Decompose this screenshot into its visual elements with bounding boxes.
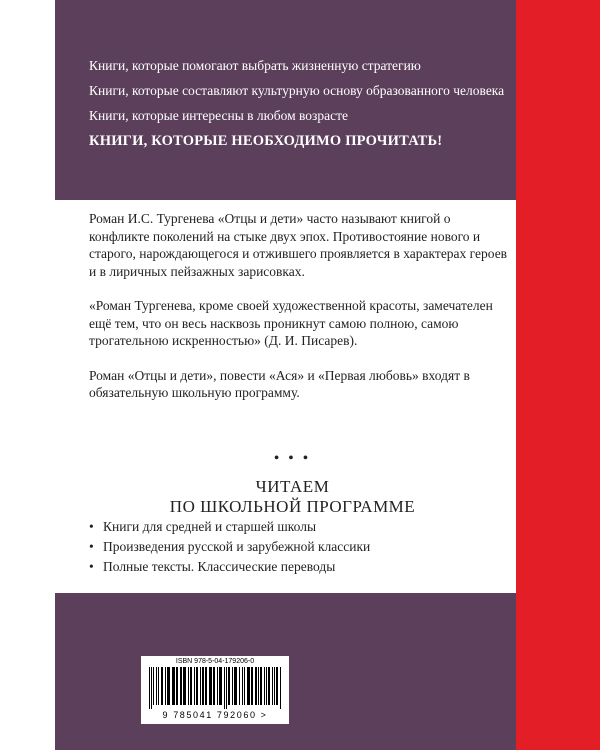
barcode-bar bbox=[276, 667, 278, 705]
barcode-bar bbox=[213, 667, 215, 705]
barcode-bar bbox=[260, 667, 262, 705]
series-heading-line-2: ПО ШКОЛЬНОЙ ПРОГРАММЕ bbox=[169, 497, 416, 516]
barcode-panel bbox=[141, 656, 289, 724]
barcode-bar bbox=[264, 667, 265, 705]
barcode-bar bbox=[268, 667, 270, 705]
barcode-bar bbox=[272, 667, 273, 705]
bullet-icon: • bbox=[89, 559, 94, 574]
barcode-bar bbox=[232, 667, 233, 705]
series-slogan: КНИГИ, КОТОРЫЕ НЕОБХОДИМО ПРОЧИТАТЬ! bbox=[89, 133, 443, 149]
barcode-bar bbox=[242, 667, 243, 705]
bullet-icon: • bbox=[89, 519, 94, 534]
isbn-label: ISBN 978-5-04-179206-0 bbox=[175, 658, 255, 665]
description-paragraph-3: Роман «Отцы и дети», повести «Ася» и «Первая любовь» входят в обязательную школьную программу. bbox=[89, 367, 470, 400]
barcode-bar bbox=[247, 667, 250, 705]
barcode-bar bbox=[153, 667, 154, 705]
series-heading-line-1: ЧИТАЕМ bbox=[255, 477, 330, 496]
feature-text: Полные тексты. Классические переводы bbox=[103, 559, 336, 574]
barcode-bar bbox=[196, 667, 198, 705]
book-back-cover bbox=[55, 0, 530, 750]
ean-digits: 9 785041 792060 > bbox=[162, 710, 268, 720]
barcode-bar bbox=[158, 667, 159, 705]
bottom-color-band bbox=[55, 593, 530, 750]
barcode-bar bbox=[190, 667, 192, 705]
feature-text: Произведения русской и зарубежной классики bbox=[103, 539, 371, 554]
barcode-bar bbox=[176, 667, 178, 705]
barcode-bar bbox=[172, 667, 175, 705]
barcode-bar bbox=[183, 667, 186, 705]
barcode-bar bbox=[219, 667, 222, 705]
barcode-bar bbox=[188, 667, 189, 705]
top-color-band bbox=[55, 0, 530, 200]
barcode-bar bbox=[149, 667, 150, 709]
series-heading bbox=[55, 477, 530, 517]
series-taglines bbox=[89, 58, 509, 158]
barcode-bar bbox=[156, 667, 157, 705]
barcode-bar bbox=[274, 667, 275, 705]
barcode-bar bbox=[224, 667, 225, 709]
feature-item bbox=[89, 518, 509, 536]
feature-item bbox=[89, 558, 509, 576]
barcode-bar bbox=[228, 667, 230, 705]
barcode-bar bbox=[202, 667, 204, 705]
red-spine-strip bbox=[516, 0, 600, 750]
barcode-bar bbox=[266, 667, 267, 705]
barcode-bar bbox=[234, 667, 237, 705]
description-paragraph-1: Роман И.С. Тургенева «Отцы и дети» часто называют книгой о конфликте поколений на стыке двух эпох. Противостояние нового и старого, нарождающегося и отжившего проявляется в характерах героев и в лиричных пейзажных зарисовках. bbox=[89, 211, 508, 279]
barcode-bar bbox=[200, 667, 201, 705]
barcode-bar bbox=[209, 667, 212, 705]
barcode-bars bbox=[147, 667, 283, 709]
barcode-bar bbox=[161, 667, 163, 705]
tagline-any-age: Книги, которые интересны в любом возрасте bbox=[89, 108, 348, 123]
barcode-bar bbox=[258, 667, 259, 705]
barcode-bar bbox=[251, 667, 253, 705]
section-separator: • • • bbox=[274, 451, 311, 466]
tagline-strategy: Книги, которые помогают выбрать жизненную стратегию bbox=[89, 58, 421, 73]
barcode-bar bbox=[165, 667, 166, 705]
book-description bbox=[89, 210, 509, 419]
description-quote: «Роман Тургенева, кроме своей художественной красоты, замечателен ещё тем, что он весь насквозь проникнут самою полною, самою трогательною искренностью» (Д. И. Писарев). bbox=[89, 298, 493, 348]
barcode-bar bbox=[167, 667, 170, 705]
barcode-bar bbox=[280, 667, 281, 709]
feature-text: Книги для средней и старшей школы bbox=[103, 519, 317, 534]
tagline-culture: Книги, которые составляют культурную основу образованного человека bbox=[89, 83, 505, 98]
barcode-bar bbox=[151, 667, 152, 709]
barcode-bar bbox=[180, 667, 182, 705]
feature-item bbox=[89, 538, 509, 556]
series-features bbox=[89, 518, 509, 578]
barcode-bar bbox=[226, 667, 227, 709]
barcode-bar bbox=[205, 667, 207, 705]
bullet-icon: • bbox=[89, 539, 94, 554]
barcode-bar bbox=[255, 667, 257, 705]
barcode-bar bbox=[239, 667, 240, 705]
barcode-bar bbox=[217, 667, 218, 705]
barcode-bar bbox=[244, 667, 245, 705]
barcode-bar bbox=[194, 667, 195, 705]
